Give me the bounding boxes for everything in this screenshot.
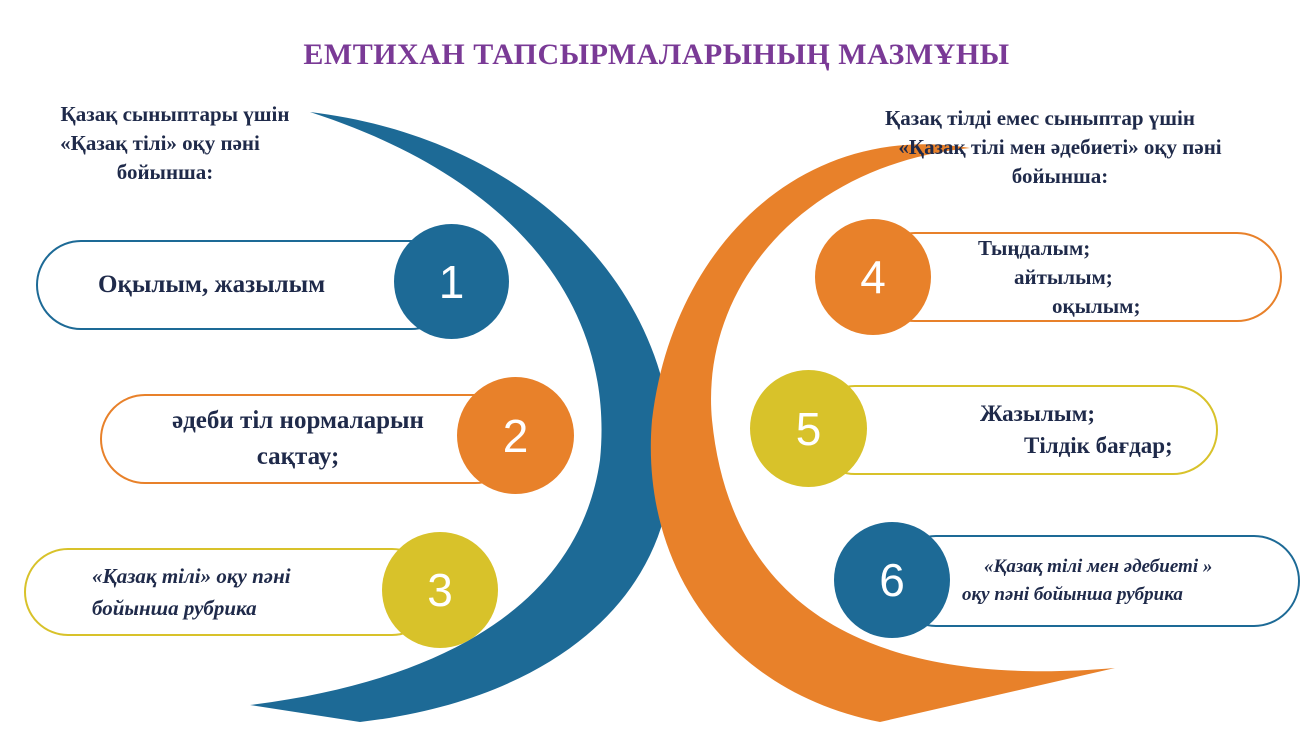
item-line: сақтау; xyxy=(256,443,340,470)
item-line: әдеби тіл нормаларын xyxy=(172,407,424,434)
item-card-3 xyxy=(24,548,436,636)
item-text-5 xyxy=(812,398,1216,462)
item-text-2 xyxy=(102,403,458,475)
page-title: ЕМТИХАН ТАПСЫРМАЛАРЫНЫҢ МАЗМҰНЫ xyxy=(303,38,1010,71)
item-line: «Қазақ тілі» оқу пәні xyxy=(92,564,291,588)
number-badge-6: 6 xyxy=(834,522,950,638)
item-line: оқылым; xyxy=(1052,293,1141,318)
number-badge-2: 2 xyxy=(457,377,574,494)
left-heading-line: бойынша: xyxy=(116,160,214,184)
right-heading xyxy=(840,104,1280,191)
right-heading-line: Қазақ тілді емес сыныптар үшін xyxy=(885,106,1195,130)
item-text-3 xyxy=(26,560,434,624)
right-heading-line: «Қазақ тілі мен әдебиеті» оқу пәні xyxy=(898,135,1222,159)
item-card-6 xyxy=(890,535,1300,627)
item-line: Тыңдалым; xyxy=(978,235,1091,260)
item-card-5 xyxy=(810,385,1218,475)
item-card-1 xyxy=(36,240,456,330)
item-line: бойынша рубрика xyxy=(92,596,257,620)
item-line: оқу пәні бойынша рубрика xyxy=(962,584,1183,605)
item-line: «Қазақ тілі мен әдебиеті » xyxy=(984,556,1213,577)
item-text-1 xyxy=(38,267,454,303)
number-badge-5: 5 xyxy=(750,370,867,487)
item-text-4 xyxy=(872,234,1280,321)
left-heading-line: «Қазақ тілі» оқу пәні xyxy=(60,131,260,155)
item-line: Тілдік бағдар; xyxy=(1024,433,1173,458)
left-heading xyxy=(20,100,330,187)
item-line: Жазылым; xyxy=(980,401,1096,426)
item-line: Оқылым, жазылым xyxy=(98,271,326,298)
number-badge-1: 1 xyxy=(394,224,509,339)
number-badge-4: 4 xyxy=(815,219,931,335)
item-line: айтылым; xyxy=(1014,264,1113,289)
left-heading-line: Қазақ сыныптары үшін xyxy=(60,102,290,126)
item-card-4 xyxy=(870,232,1282,322)
right-heading-line: бойынша: xyxy=(1011,164,1109,188)
item-text-6 xyxy=(892,553,1298,609)
number-badge-3: 3 xyxy=(382,532,498,648)
